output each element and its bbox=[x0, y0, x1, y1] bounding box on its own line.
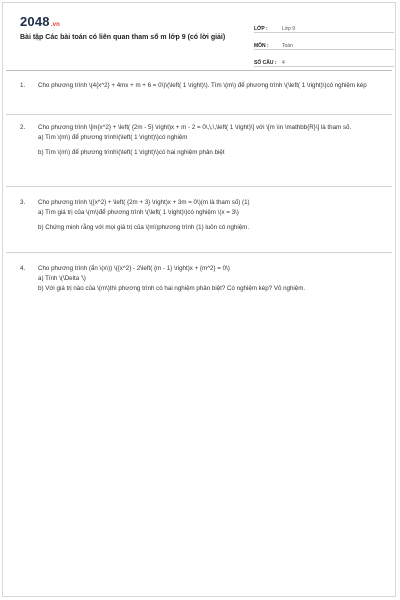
question-number: 3. bbox=[20, 199, 26, 206]
header-divider bbox=[6, 70, 392, 71]
question-separator bbox=[6, 114, 392, 115]
question-part-a: a) Tìm \(m\) để phương trình\(\left( 1 \right)\)có nghiệm bbox=[38, 134, 188, 141]
info-row-grade bbox=[254, 18, 394, 33]
worksheet-info bbox=[254, 18, 394, 69]
question-part-b: b) Tìm \(m\) để phương trình\(\left( 1 \right)\)có hai nghiệm phân biệt bbox=[38, 149, 225, 156]
question-text: Cho phương trình \({x^2} + \left( {2m + 3} \right)x + 3m = 0\)(m là tham số) (1) bbox=[38, 199, 250, 206]
question-body bbox=[38, 123, 380, 157]
question-separator bbox=[6, 252, 392, 253]
question-separator bbox=[6, 186, 392, 187]
question-number: 1. bbox=[20, 82, 26, 89]
info-value-grade: Lớp 9 bbox=[282, 26, 296, 32]
info-label-count: SỐ CÂU : bbox=[254, 60, 277, 66]
page-frame bbox=[2, 2, 396, 597]
question-body bbox=[38, 81, 380, 90]
question-2 bbox=[20, 123, 380, 157]
question-body bbox=[38, 198, 380, 232]
worksheet-header bbox=[20, 14, 380, 66]
question-text: Cho phương trình (ẩn \(x\)) \({x^2} - 2\left( {m - 1} \right)x + {m^2} = 0\) bbox=[38, 265, 230, 272]
info-value-subject: Toán bbox=[282, 43, 293, 49]
info-label-subject: MÔN : bbox=[254, 43, 269, 49]
question-text: Cho phương trình \(4{x^2} + 4mx + m + 6 = 0\)\(\left( 1 \right)\). Tìm \(m\) để phương trình \(\left( 1 \right)\)có nghiệm kép bbox=[38, 82, 367, 89]
question-number: 4. bbox=[20, 265, 26, 272]
question-part-a: a) Tính \(\Delta '\) bbox=[38, 275, 86, 282]
question-4 bbox=[20, 264, 380, 293]
info-row-count bbox=[254, 52, 394, 67]
question-3 bbox=[20, 198, 380, 232]
question-part-b: b) Với giá trị nào của \(m\)thì phương trình có hai nghiệm phân biệt? Có nghiệm kép? Vô nghiệm. bbox=[38, 285, 306, 292]
info-row-subject bbox=[254, 35, 394, 50]
info-value-count: 4 bbox=[282, 60, 285, 66]
logo-main: 2048 bbox=[20, 14, 50, 29]
info-label-grade: LỚP : bbox=[254, 26, 268, 32]
question-text: Cho phương trình \[m{x^2} + \left( {2m - 5} \right)x + m - 2 = 0\,\,\,\left( 1 \right)\] với \[m \in \mathbb{R}\] là tham số. bbox=[38, 124, 352, 131]
worksheet-title: Bài tập Các bài toán có liên quan tham số m lớp 9 (có lời giải) bbox=[20, 34, 226, 41]
question-part-b: b) Chứng minh rằng với mọi giá trị của \(m\)phương trình (1) luôn có nghiệm. bbox=[38, 224, 250, 231]
question-1 bbox=[20, 81, 380, 90]
site-logo[interactable] bbox=[20, 14, 60, 29]
question-body bbox=[38, 264, 380, 293]
question-part-a: a) Tìm giá trị của \(m\)để phương trình \(\left( 1 \right)\)có nghiệm \(x = 3\) bbox=[38, 209, 239, 216]
question-number: 2. bbox=[20, 124, 26, 131]
logo-suffix: .vn bbox=[50, 22, 61, 28]
